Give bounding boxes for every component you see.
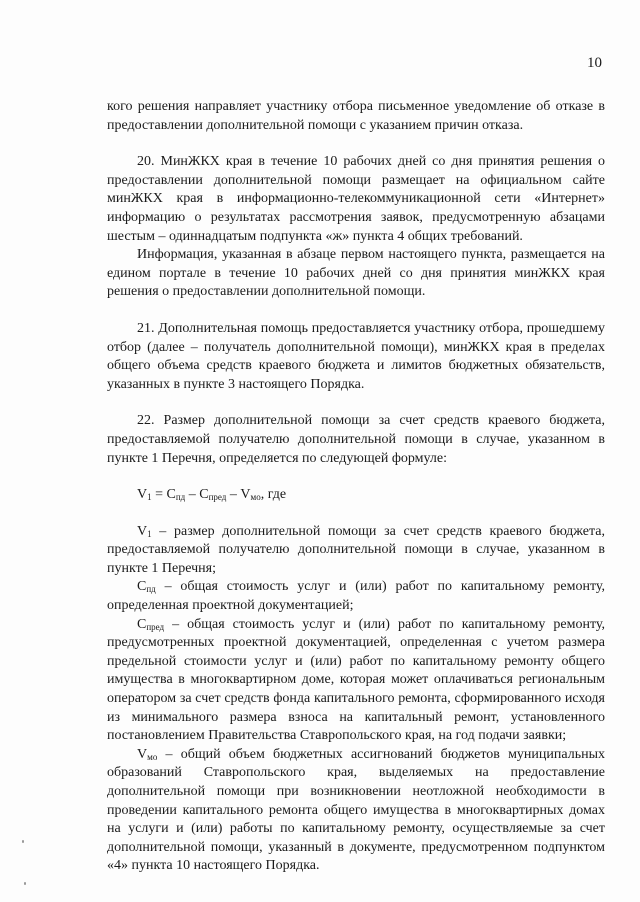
formula-cpd-sub: пд: [175, 492, 186, 503]
definition-v1-text: – размер дополнительной помощи за счет средств краевого бюджета, предоставляемой получателю дополнительной помощи в случае, указанном в пункте 1 Перечня;: [107, 523, 605, 576]
formula-v1-sub: 1: [147, 492, 152, 503]
formula-tail: , где: [260, 487, 287, 503]
document-body: [107, 98, 605, 876]
definition-cpd-symbol-sub: пд: [146, 584, 156, 595]
definition-cpred-symbol: C: [137, 616, 147, 632]
paragraph-20-first: 20. МинЖКХ края в течение 10 рабочих дней со дня принятия решения о предоставлении дополнительной помощи размещает на официальном сайте минЖКХ края в информационно-телекоммуникационной сети «Интернет» информацию о результатах рассмотрения заявок, предусмотренную абзацами шестым – одиннадцатым подпункта «ж» пункта 4 общих требований.: [107, 154, 605, 244]
formula-minus1: – C: [185, 487, 209, 503]
paragraph-continuation: кого решения направляет участнику отбора письменное уведомление об отказе в предоставлении дополнительной помощи с указанием причин отказа.: [107, 99, 605, 133]
paragraph-20-second: Информация, указанная в абзаце первом настоящего пункта, размещается на едином портале в течение 10 рабочих дней со дня принятия минЖКХ края решения о предоставлении дополнительной помощи.: [107, 247, 605, 300]
formula-minus2: – V: [226, 487, 251, 503]
scan-speck: [22, 840, 24, 843]
definition-v1-symbol: V: [137, 523, 148, 539]
definition-v1-symbol-sub: 1: [147, 528, 152, 539]
definition-cpred-text: – общая стоимость услуг и (или) работ по капитальному ремонту, предусмотренных проектной документацией, определенная с учетом размера предельной стоимости услуг и (или) работ по капитальному ремонту общего имущества в многоквартирном доме, которая может оплачиваться региональным оператором за счет средств фонда капитального ремонта, сформированного исходя из минимального размера взноса на капитальный ремонт, установленного постановлением Правительства Ставропольского края, на год подачи заявки;: [107, 616, 605, 744]
page-number: 10: [587, 55, 602, 71]
formula-vmo-sub: мо: [250, 492, 261, 503]
formula-eq: = C: [151, 487, 176, 503]
definition-vmo: [107, 746, 605, 876]
definition-cpred: [107, 616, 605, 746]
definition-cpd-symbol: C: [137, 579, 147, 595]
formula: [107, 486, 605, 505]
definition-v1: [107, 523, 605, 579]
definition-vmo-symbol-sub: мо: [147, 751, 158, 762]
definition-vmo-symbol: V: [137, 746, 148, 762]
definition-vmo-text: – общий объем бюджетных ассигнований бюджетов муниципальных образований Ставропольского края, выделяемых на предоставление дополнительной помощи при возникновении неотложной необходимости в проведении капитального ремонта общего имущества в многоквартирных домах на услуги и (или) работы по капитальному ремонту, осуществляемые за счет дополнительной помощи, указанный в документе, предусмотренном подпунктом «4» пункта 10 настоящего Порядка.: [107, 746, 605, 874]
paragraph-21: 21. Дополнительная помощь предоставляется участнику отбора, прошедшему отбор (далее – получатель дополнительной помощи), минЖКХ края в пределах общего объема средств краевого бюджета и лимитов бюджетных обязательств, указанных в пункте 3 настоящего Порядка.: [107, 320, 605, 392]
paragraph-22: 22. Размер дополнительной помощи за счет средств краевого бюджета, предоставляемой получателю дополнительной помощи в случае, указанном в пункте 1 Перечня, определяется по следующей формуле:: [107, 413, 605, 466]
formula-cpred-sub: пред: [208, 492, 227, 503]
definition-cpred-symbol-sub: пред: [146, 621, 165, 632]
definition-cpd-text: – общая стоимость услуг и (или) работ по капитальному ремонту, определенная проектной документацией;: [107, 579, 605, 614]
definition-cpd: [107, 578, 605, 615]
formula-v1: V: [137, 487, 148, 503]
scan-speck: [24, 882, 26, 885]
